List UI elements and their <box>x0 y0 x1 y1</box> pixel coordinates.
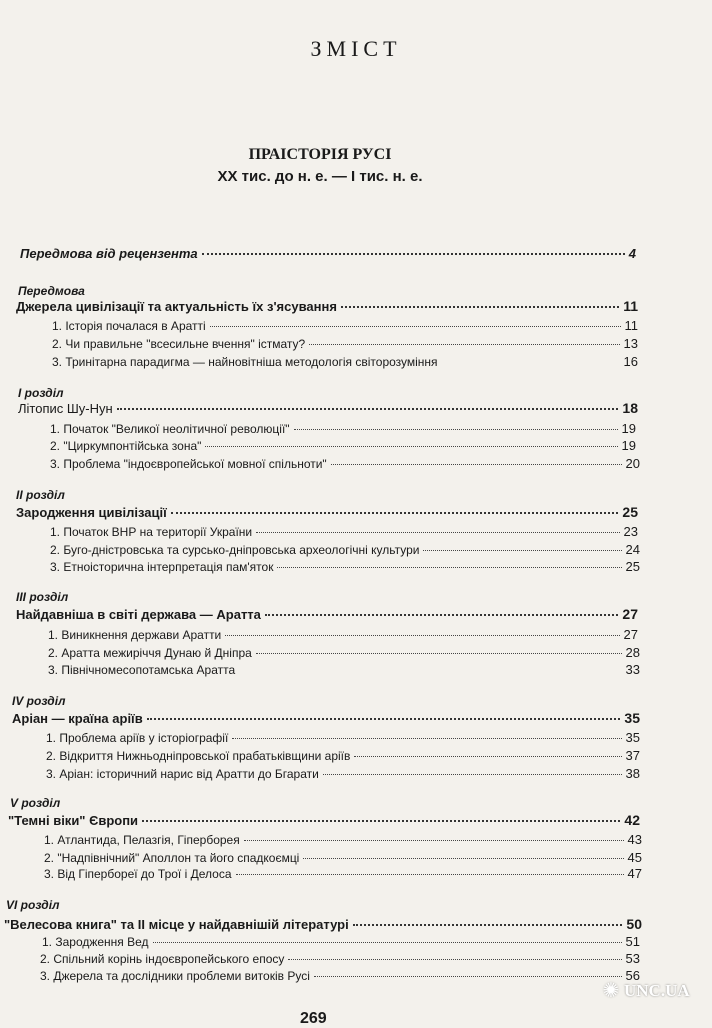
entry-title: Найдавніша в світі держава — Аратта <box>16 607 261 622</box>
toc-subentry[interactable] <box>50 456 640 471</box>
entry-page: 19 <box>621 421 636 436</box>
entry-page: 27 <box>623 627 638 642</box>
entry-page: 33 <box>625 662 640 677</box>
dot-leader <box>341 306 619 308</box>
entry-page: 53 <box>625 951 640 966</box>
dot-leader <box>171 512 619 514</box>
entry-title: 2. "Надпівнічний" Аполлон та його спадкоємці <box>44 851 300 865</box>
toc-subentry[interactable] <box>48 627 638 642</box>
dot-leader <box>265 614 619 616</box>
dot-leader <box>294 429 618 430</box>
entry-title: 3. Від Гіпербореї до Трої і Делоса <box>44 867 232 881</box>
entry-page: 19 <box>621 438 636 453</box>
toc-subentry[interactable] <box>42 934 640 949</box>
entry-title: 3. Аріан: історичний нарис від Аратти до Бгарати <box>46 767 319 781</box>
toc-entry-section-1[interactable] <box>18 400 638 416</box>
entry-page: 25 <box>625 559 640 574</box>
dot-leader <box>210 326 621 327</box>
dot-leader <box>423 550 621 551</box>
entry-title: 2. Чи правильне "всесильне вчення" істмату? <box>52 337 306 351</box>
toc-entry-section-5[interactable] <box>8 812 640 828</box>
entry-page: 42 <box>624 812 640 828</box>
toc-subentry[interactable] <box>48 645 640 660</box>
section-label-4: IV розділ <box>12 694 66 708</box>
dot-leader <box>244 840 624 841</box>
toc-entry-section-3[interactable] <box>16 606 638 622</box>
toc-subentry[interactable] <box>50 559 640 574</box>
preface-label: Передмова <box>18 284 85 298</box>
entry-title: 3. Проблема "індоєвропейської мовної спільноти" <box>50 457 327 471</box>
dot-leader <box>309 344 619 345</box>
entry-page: 27 <box>622 606 638 622</box>
dot-leader <box>232 738 621 739</box>
entry-title: 2. Аратта межиріччя Дунаю й Дніпра <box>48 646 252 660</box>
dot-leader <box>202 253 625 255</box>
section-label-5: V розділ <box>10 796 61 810</box>
entry-title: 1. Виникнення держави Аратти <box>48 628 222 642</box>
dot-leader <box>236 874 624 875</box>
dot-leader <box>277 567 621 568</box>
toc-subentry[interactable] <box>50 542 640 557</box>
entry-title: 1. Проблема аріїв у історіографії <box>46 731 229 745</box>
entry-title: Аріан — країна аріїв <box>12 711 143 726</box>
entry-page: 28 <box>625 645 640 660</box>
watermark-text: UNC.UA <box>624 981 690 1000</box>
toc-subentry[interactable] <box>48 662 640 677</box>
entry-title: 2. "Циркумпонтійська зона" <box>50 439 202 453</box>
watermark-star-icon: ✺ <box>602 980 620 1002</box>
entry-title: 1. Зародження Вед <box>42 935 149 949</box>
entry-page: 24 <box>625 542 640 557</box>
entry-title: 3. Північномесопотамська Аратта <box>48 663 236 677</box>
toc-heading: ЗМІСТ <box>310 36 402 61</box>
entry-title: 3. Джерела та дослідники проблеми витоків Русі <box>40 969 310 983</box>
section-label-1: І розділ <box>18 386 64 400</box>
entry-page: 45 <box>627 850 642 865</box>
entry-page: 56 <box>625 968 640 983</box>
entry-page: 20 <box>625 456 640 471</box>
entry-title: 2. Відкриття Нижньодніпровської прабатьківщини аріїв <box>46 749 351 763</box>
entry-page: 25 <box>622 504 638 520</box>
entry-page: 4 <box>628 246 636 261</box>
toc-subentry[interactable] <box>46 748 640 763</box>
dot-leader <box>353 924 623 926</box>
toc-subentry[interactable] <box>46 730 640 745</box>
dot-leader <box>323 774 622 775</box>
entry-title: 1. Початок "Великої неолітичної революції" <box>50 422 290 436</box>
entry-title: 1. Історія почалася в Аратті <box>52 319 206 333</box>
toc-subentry[interactable] <box>46 766 640 781</box>
entry-title: "Темні віки" Європи <box>8 813 139 828</box>
entry-page: 43 <box>627 832 642 847</box>
toc-subentry[interactable] <box>52 354 638 369</box>
dot-leader <box>303 858 623 859</box>
toc-entry-section-6[interactable] <box>4 916 642 932</box>
entry-page: 11 <box>623 298 638 314</box>
entry-page: 38 <box>625 766 640 781</box>
entry-page: 35 <box>624 710 640 726</box>
dot-leader <box>314 976 622 977</box>
toc-subentry[interactable] <box>52 318 638 333</box>
dot-leader <box>225 635 619 636</box>
toc-entry-preface[interactable] <box>16 298 638 314</box>
toc-subentry[interactable] <box>50 438 636 453</box>
entry-title: 1. Атлантида, Пелазгія, Гіперборея <box>44 833 240 847</box>
toc-subentry[interactable] <box>40 951 640 966</box>
dot-leader <box>256 653 622 654</box>
section-label-6: VI розділ <box>6 898 60 912</box>
entry-page: 23 <box>623 524 638 539</box>
entry-page: 35 <box>625 730 640 745</box>
entry-title: Зародження цивілізації <box>16 505 167 520</box>
dot-leader <box>117 408 619 410</box>
entry-page: 47 <box>627 866 642 881</box>
toc-entry-reviewer-preface[interactable] <box>20 246 636 261</box>
entry-title: Джерела цивілізації та актуальність їх з'ясування <box>16 299 337 314</box>
dot-leader <box>205 446 617 447</box>
entry-title: 2. Спільний корінь індоєвропейського епосу <box>40 952 285 966</box>
toc-subentry[interactable] <box>40 968 640 983</box>
entry-title: 3. Тринітарна парадигма — найновітніша методологія світорозуміння <box>52 355 438 369</box>
toc-entry-section-2[interactable] <box>16 504 638 520</box>
book-subtitle: ХХ тис. до н. е. — І тис. н. е. <box>217 168 423 185</box>
section-label-3: ІІІ розділ <box>16 590 69 604</box>
toc-subentry[interactable] <box>44 850 642 865</box>
entry-title: Передмова від рецензента <box>20 246 198 261</box>
entry-title: 3. Етноісторична інтерпретація пам'яток <box>50 560 274 574</box>
entry-page: 16 <box>623 354 638 369</box>
entry-page: 11 <box>624 318 638 333</box>
dot-leader <box>147 718 621 720</box>
dot-leader <box>153 942 622 943</box>
entry-page: 50 <box>626 916 642 932</box>
section-label-2: ІІ розділ <box>16 488 65 502</box>
entry-title: 1. Початок ВНР на території України <box>50 525 253 539</box>
page-number: 269 <box>300 1010 327 1027</box>
toc-subentry[interactable] <box>44 832 642 847</box>
entry-page: 13 <box>623 336 638 351</box>
entry-title: "Велесова книга" та ІІ місце у найдавнішій літературі <box>4 917 349 932</box>
dot-leader <box>354 756 621 757</box>
dot-leader <box>288 959 621 960</box>
toc-subentry[interactable] <box>52 336 638 351</box>
dot-leader <box>142 820 620 822</box>
entry-title: 2. Буго-дністровська та сурсько-дніпровська археологічні культури <box>50 543 420 557</box>
dot-leader <box>256 532 619 533</box>
entry-title: Літопис Шу-Нун <box>18 401 113 416</box>
toc-subentry[interactable] <box>50 421 636 436</box>
book-title: ПРАІСТОРІЯ РУСІ <box>248 146 392 163</box>
toc-subentry[interactable] <box>50 524 638 539</box>
entry-page: 37 <box>625 748 640 763</box>
toc-entry-section-4[interactable] <box>12 710 640 726</box>
entry-page: 18 <box>622 400 638 416</box>
dot-leader <box>331 464 622 465</box>
toc-subentry[interactable] <box>44 866 642 881</box>
watermark <box>600 976 708 1006</box>
entry-page: 51 <box>625 934 640 949</box>
